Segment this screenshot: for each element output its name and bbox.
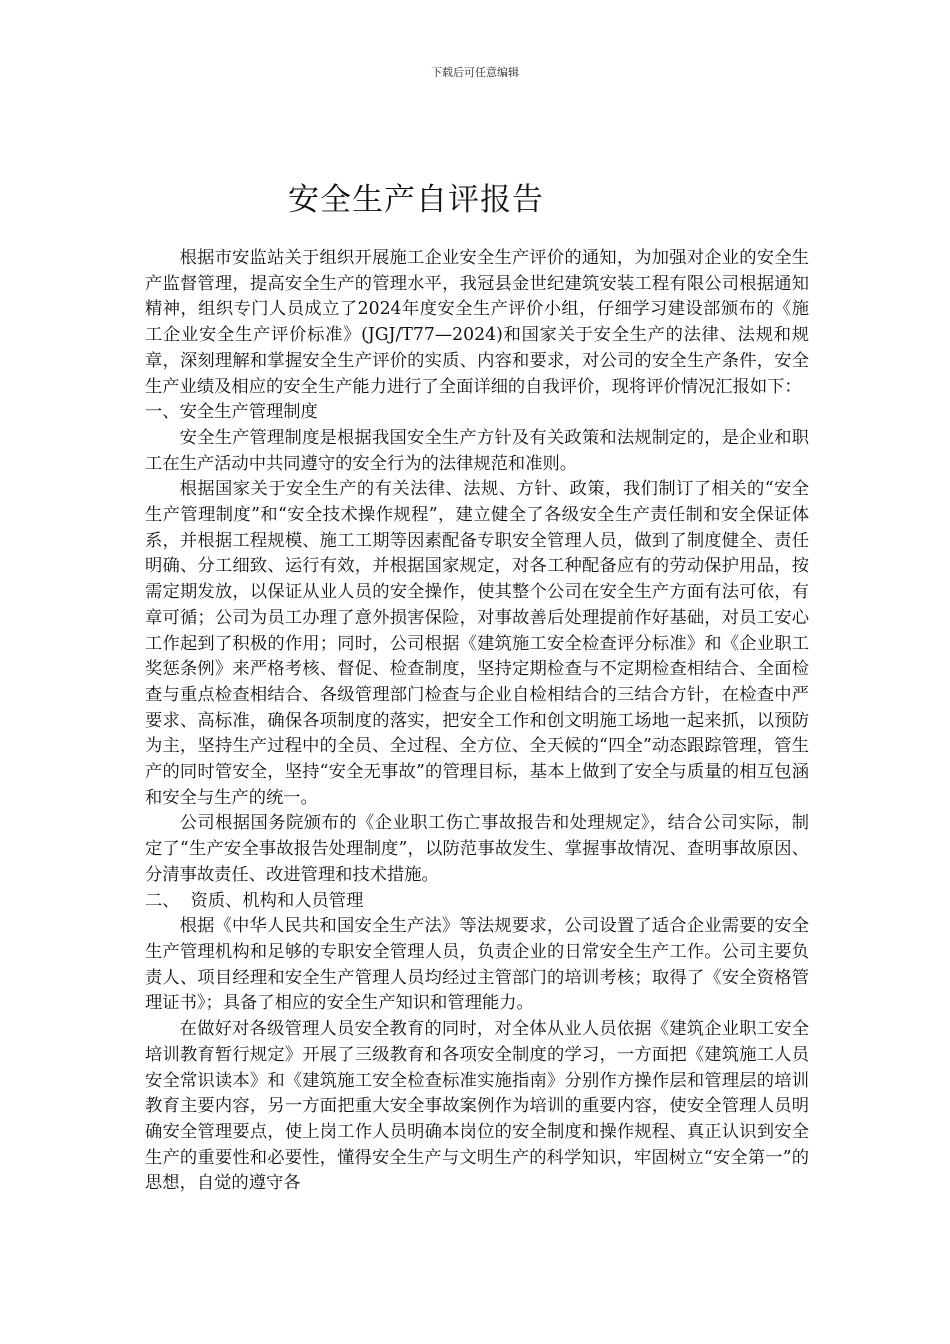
- section-heading-1: 一、安全生产管理制度: [145, 402, 318, 423]
- section2-paragraph-2: 在做好对各级管理人员安全教育的同时，对全体从业人员依据《建筑企业职工安全培训教育暂行规定》开展了三级教育和各项安全制度的学习，一方面把《建筑施工人员安全常识读本》和《建筑施工安全检查标准实施指南》分别作方操作层和管理层的培训教育主要内容，另一方面把重大安全事故案例作为培训的重要内容，使安全管理人员明确安全管理要点，使上岗工作人员明确本岗位的安全制度和操作规程、真正认识到安全生产的重要性和必要性，懂得安全生产与文明生产的科学知识，牢固树立“安全第一”的思想，自觉的遵守各: [145, 1019, 809, 1194]
- section1-paragraph-2: 根据国家关于安全生产的有关法律、法规、方针、政策，我们制订了相关的“安全生产管理制度”和“安全技术操作规程”，建立健全了各级安全生产责任制和安全保证体系，并根据工程规模、施工工期等因素配备专职安全管理人员，做到了制度健全、责任明确、分工细致、运行有效，并根据国家规定，对各工种配备应有的劳动保护用品，按需定期发放，以保证从业人员的安全操作，使其整个公司在安全生产方面有法可依，有章可循；公司为员工办理了意外损害保险，对事故善后处理提前作好基础，对员工安心工作起到了积极的作用；同时，公司根据《建筑施工安全检查评分标准》和《企业职工奖惩条例》来严格考核、督促、检查制度，坚持定期检查与不定期检查相结合、全面检查与重点检查相结合、各级管理部门检查与企业自检相结合的三结合方针，在检查中严要求、高标准，确保各项制度的落实，把安全工作和创文明施工场地一起来抓，以预防为主，坚持生产过程中的全员、全过程、全方位、全天候的“四全”动态跟踪管理，管生产的同时管安全，坚持“安全无事故”的管理目标，基本上做到了安全与质量的相互包涵和安全与生产的统一。: [145, 479, 809, 808]
- page-title: 安全生产自评报告: [288, 182, 544, 218]
- intro-paragraph: 根据市安监站关于组织开展施工企业安全生产评价的通知，为加强对企业的安全生产监督管理，提高安全生产的管理水平，我冠县金世纪建筑安装工程有限公司根据通知精神，组织专门人员成立了2024年度安全生产评价小组，仔细学习建设部颁布的《施工企业安全生产评价标准》(JGJ/T77—2024)和国家关于安全生产的法律、法规和规章，深刻理解和掌握安全生产评价的实质、内容和要求，对公司的安全生产条件，安全生产业绩及相应的安全生产能力进行了全面详细的自我评价，现将评价情况汇报如下：: [145, 248, 809, 397]
- document-body: [145, 246, 809, 1197]
- header-note: 下载后可任意编辑: [431, 66, 519, 79]
- section-heading-2: 二、 资质、机构和人员管理: [145, 890, 364, 911]
- section1-paragraph-3: 公司根据国务院颁布的《企业职工伤亡事故报告和处理规定》，结合公司实际，制定了“生产安全事故报告处理制度”，以防范事故发生、掌握事故情况、查明事故原因、分清事故责任、改进管理和技术措施。: [145, 813, 809, 885]
- section1-paragraph-1: 安全生产管理制度是根据我国安全生产方针及有关政策和法规制定的，是企业和职工在生产活动中共同遵守的安全行为的法律规范和准则。: [145, 427, 809, 474]
- section2-paragraph-1: 根据《中华人民共和国安全生产法》等法规要求，公司设置了适合企业需要的安全生产管理机构和足够的专职安全管理人员，负责企业的日常安全生产工作。公司主要负责人、项目经理和安全生产管理人员均经过主管部门的培训考核；取得了《安全资格管理证书》；具备了相应的安全生产知识和管理能力。: [145, 916, 809, 1014]
